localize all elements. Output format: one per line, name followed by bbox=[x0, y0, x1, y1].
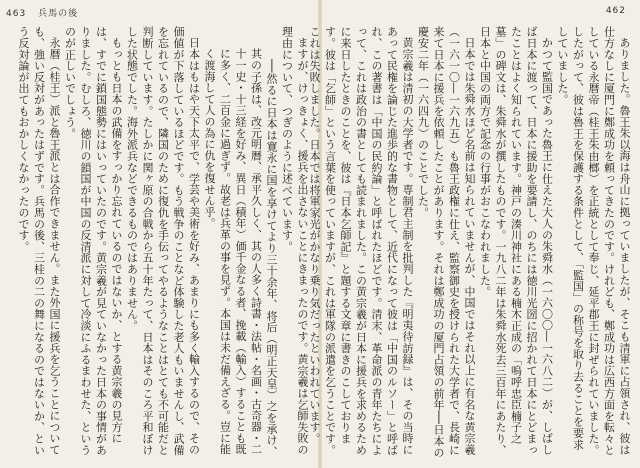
right-page-number: 462 bbox=[605, 6, 626, 16]
paragraph: 永暦（桂王）派と魯王派とは合作できません。また外国に援兵を乞うことについても、強い反対があったはずです。兵馬の後、三桂の二の舞になるのではないか、という反対論が出てもおかしくなかったのです。 bbox=[17, 26, 61, 456]
left-page-text bbox=[8, 26, 310, 458]
paragraph: かつて監国であった魯王に仕えた大人の朱舜水（一六〇〇―一六八二）が、しばしば日本に渡って、日本に援助を要請し、のちには徳川光圀に招かれて日本にとどまったことはよく知られています。神戸の湊川神社にある楠木正成の「嗚呼忠臣楠子之墓」の碑文は、朱舜水が撰したものです。一九八二年は朱舜水死去三百年にあたり、日本と中国の両方で記念の行事がおこなわれました。 bbox=[478, 26, 554, 456]
paragraph: 黄宗羲は清初の大学者です。専制君主制を批判した『明夷待訪録』は、その当時にあって民権を論じた進歩的な書物として、近代になって彼は「中国のルソー」と呼ばれ、この著書は「中国の民約論」と呼ばれたほどです。清末、革命派の青年たちによって、これは政治の書としても読まれました。この黄宗羲が日本に援兵を求めるために来日したときのことを、彼は『日本乞師記』と題する文章に書きのこしております。彼は「乞師」という言葉を使っていますが、これは軍隊の派遣を乞うことです。これは失敗しました。日本では将軍家光がかなり乗り気だったといわれています。 bbox=[308, 26, 414, 456]
block-quote: ──然るに日本は寛永に国を享けてより三十余年、将后（明正天皇）之を承け、其の子孫は、改元明暦、承平久しく、其の人多く詩書・法帖・名画・古奇器・二十一史・十三経を好み、異日（積年）価千金なる者、挽載（輸入）することも既に多く、二百金に過ぎず。故老は兵革の事を見ず。本国は未だ備えざる。豈に能く渡海して人の為に仇を復せん乎。 bbox=[203, 48, 278, 458]
paragraph: 日本では朱舜水ほど名前は知られていませんが、中国ではそれ以上に有名な黄宗羲（一六一〇―一六九五）も魯王政権に仕え、監察御史を授けられた大学者で、長崎に来て日本に援兵を依頼したことがあります。それは鄭成功の厦門占領の前年──日本の慶安二年（一六四九）のことでした。 bbox=[416, 26, 476, 458]
paragraph: ますが、けっきょく、援兵を出さないことにきまったのです。黄宗羲は乞師失敗の理由について、つぎのように述べています。 bbox=[280, 26, 309, 456]
paragraph: 日本はもはや天下太平で、学芸や美術を好み、あまりにも多く輸入するので、その価値が下落しているほどです。もう戦争のことなど体験した老人もいませんし、武備を忘れているので、隣国のために復仇を手伝ってやるようなことはとても不可能だと判断しています。たしかに関ヶ原の合戦から五十年たって、日本はそのころ平和ぼけした状態でした。海外派兵などできるものではありません。 bbox=[125, 26, 201, 456]
left-page-header bbox=[6, 6, 78, 19]
right-page-header bbox=[606, 6, 634, 16]
paragraph: もっとも日本の武備をすっかり忘れているのではないか、とする黄宗羲の見方には、すでに鎖国態勢にはいっていたのです。黄宗羲が見ていなかった日本の事情がありました。むしろ、徳川の鎖国が中国の反清派に対して冷淡にふるまわせた、というのが正しいでしょう。 bbox=[63, 26, 123, 456]
left-page-number: 463 bbox=[6, 9, 27, 19]
running-title: 兵馬の後 bbox=[38, 9, 79, 19]
paragraph: ありました。魯王朱以海は舟山に拠っていましたが、そこも清軍に占領され、彼は仕方なしに厦門に鄭成功を頼ってきたのです。けれども、鄭成功は広西方面を転々としている永暦帝（桂王朱由榔）を正統として奉じ、延平郡王に封ぜられていました。したがって、彼は魯王を保護する条件として、「監国」の称号を取り去ることを要求していました。 bbox=[556, 26, 631, 456]
right-page-text bbox=[308, 26, 632, 458]
